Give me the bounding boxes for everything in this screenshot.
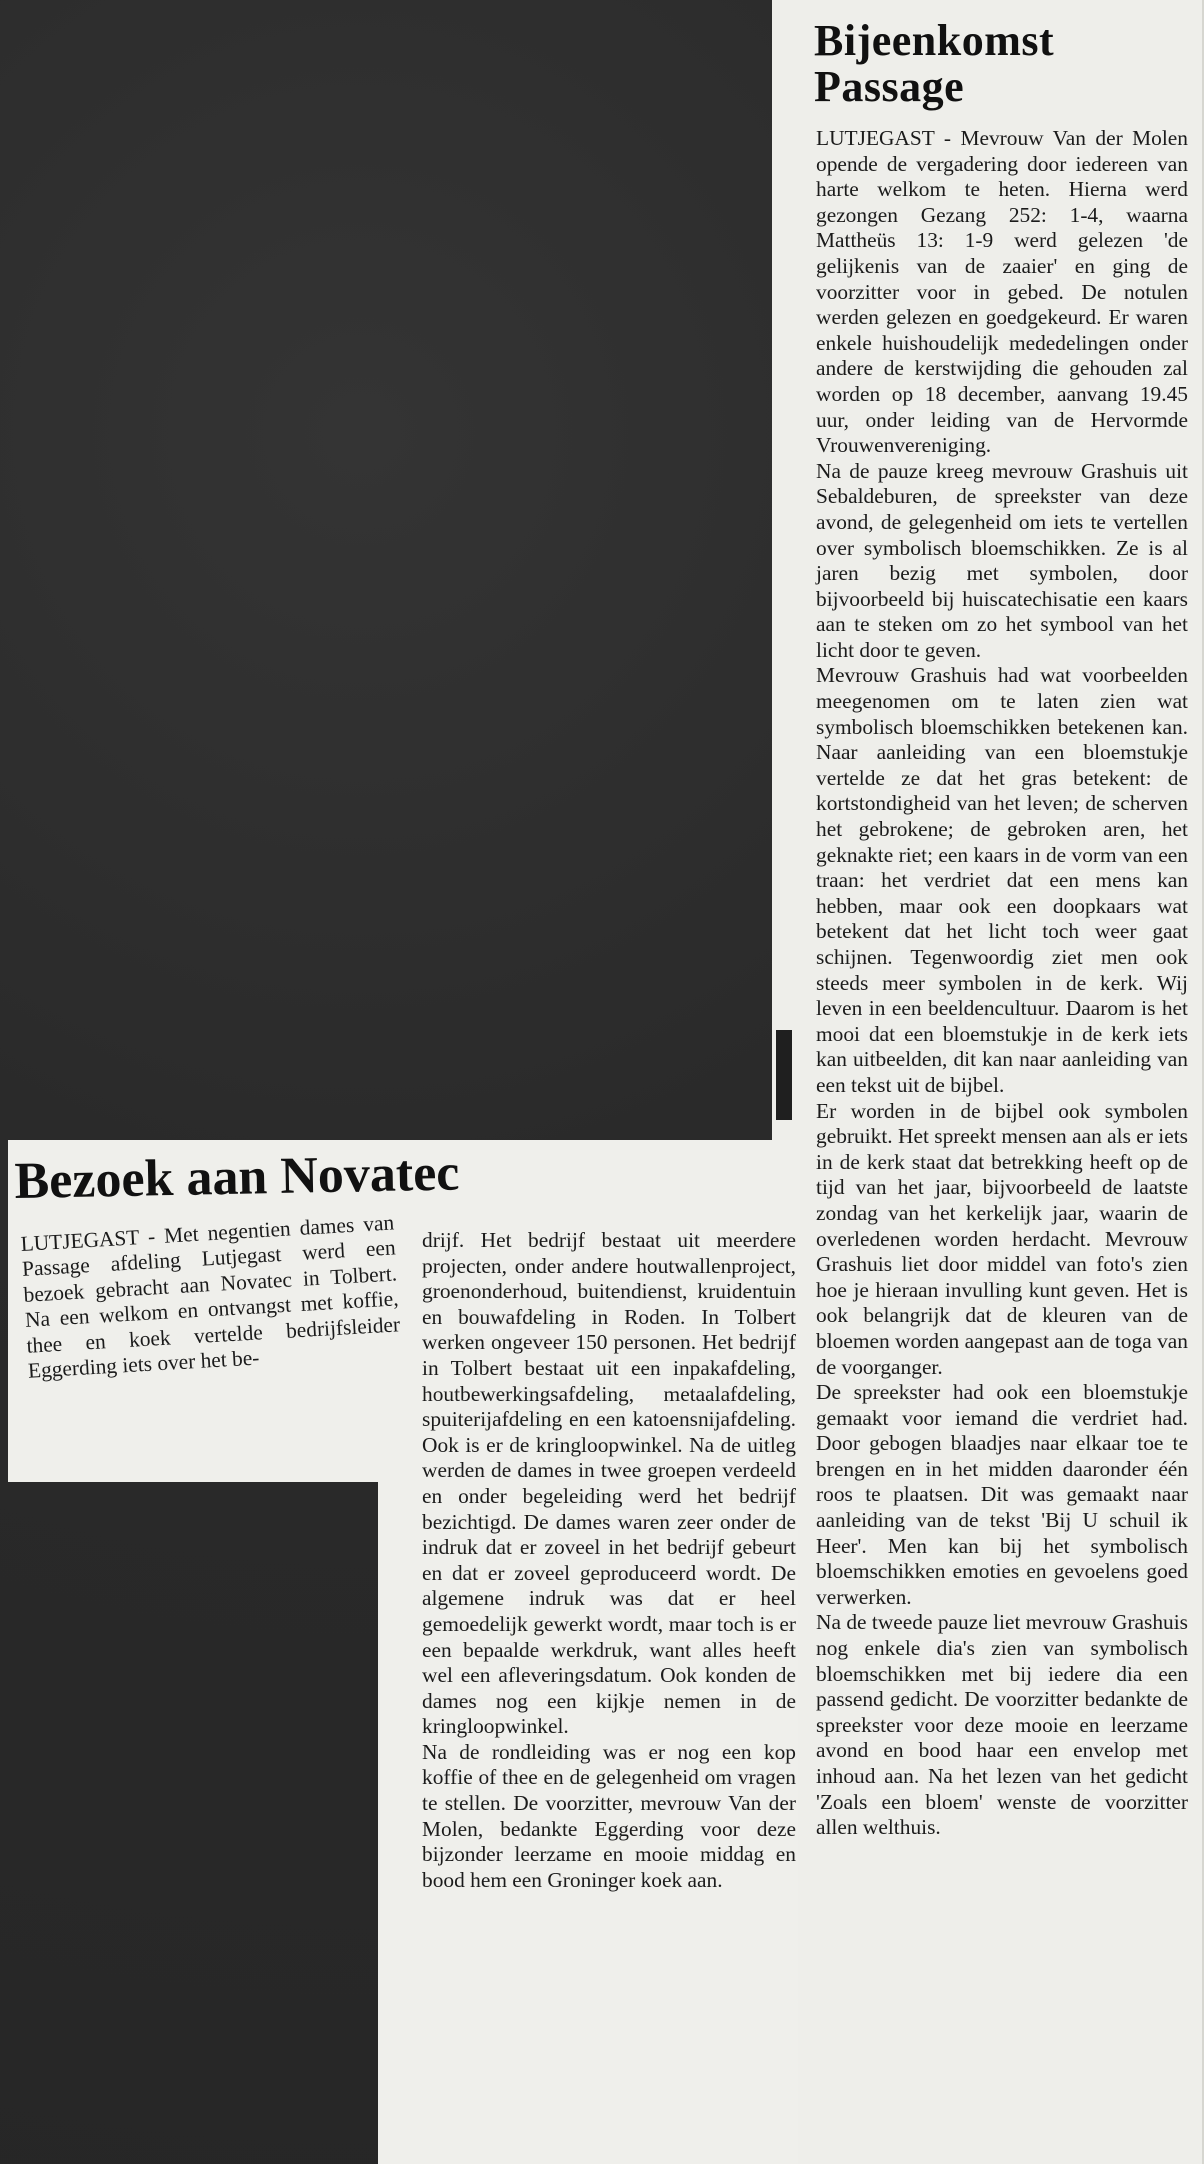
article-column-1: [20, 1210, 402, 1384]
paragraph: LUTJEGAST - Mevrouw Van der Molen opende de vergadering door iedereen van harte welkom te heten. Hierna werd gezongen Gezang 252: 1-4, waarna Mattheüs 13: 1-9 werd gelezen 'de gelijkenis van de zaaier' en ging de voorzitter voor in gebed. De notulen werden gelezen en goedgekeurd. Er waren enkele huishoudelijk mededelingen onder andere de kerstwijding die gehouden zal worden op 18 december, aanvang 19.45 uur, onder leiding van de Hervormde Vrouwenvereniging.: [816, 126, 1188, 458]
article-column-2: [422, 1228, 796, 1893]
article-body-passage: [816, 126, 1188, 1841]
paragraph: Na de tweede pauze liet mevrouw Grashuis nog enkele dia's zien van symbolisch bloemschikken met bij iedere dia een passend gedicht. De voorzitter bedankte de spreekster voor deze mooie en leerzame avond en bood haar een envelop met inhoud aan. Na het lezen van het gedicht 'Zoals een bloem' wenste de voorzitter allen welthuis.: [816, 1610, 1188, 1840]
article-title-novatec: Bezoek aan Novatec: [14, 1144, 460, 1210]
paragraph: LUTJEGAST - Met negentien dames van Passage afdeling Lutjegast werd een bezoek gebracht aan Novatec in Tolbert. Na een welkom en ontvangst met koffie, thee en koek vertelde bedrijfsleider Eggerding iets over het be-: [20, 1210, 401, 1383]
paragraph: Er worden in de bijbel ook symbolen gebruikt. Het spreekt mensen aan als er iets in de kerk staat dat betrekking heeft op de tijd van het jaar, bijvoorbeeld de laatste zondag van het kerkelijk jaar, waarin de overledenen worden herdacht. Mevrouw Grashuis liet door middel van foto's zien hoe je hieraan invulling kunt geven. Het is ook belangrijk dat de kleuren van de bloemen worden aangepast aan de toga van de voorganger.: [816, 1098, 1188, 1379]
paragraph: Mevrouw Grashuis had wat voorbeelden meegenomen om te laten zien wat symbolisch bloemschikken betekenen kan. Naar aanleiding van een bloemstukje vertelde ze dat het gras betekent: de kortstondigheid van het leven; de scherven het gebrokene; de gebroken aren, het geknakte riet; een kaars in de vorm van een traan: het verdriet dat een mens kan hebben, maar ook een doopkaars wat betekent dat het licht toch weer gaat schijnen. Tegenwoordig ziet men ook steeds meer symbolen in de kerk. Wij leven in een beeldencultuur. Daarom is het mooi dat een bloemstukje in de kerk iets kan uitbeelden, dit kan naar aanleiding van een tekst uit de bijbel.: [816, 663, 1188, 1097]
scan-shadow: [776, 1030, 792, 1120]
article-title-passage: Bijeenkomst Passage: [814, 16, 1055, 111]
paragraph: De spreekster had ook een bloemstukje gemaakt voor iemand die verdriet had. Door gebogen blaadjes naar elkaar toe te brengen en in het midden daaronder één roos te plaatsen. Dit was gemaakt naar aanleiding van de tekst 'Bij U schuil ik Heer'. Men kan bij het symbolisch bloemschikken emoties en gevoelens goed verwerken.: [816, 1380, 1188, 1609]
paragraph: drijf. Het bedrijf bestaat uit meerdere projecten, onder andere houtwallenproject, groenonderhoud, buitendienst, kruidentuin en bouwafdeling in Roden. In Tolbert werken ongeveer 150 personen. Het bedrijf in Tolbert bestaat uit een inpakafdeling, houtbewerkingsafdeling, metaalafdeling, spuiterijafdeling en een katoensnijafdeling. Ook is er de kringloopwinkel. Na de uitleg werden de dames in twee groepen verdeeld en onder begeleiding werd het bedrijf bezichtigd. De dames waren zeer onder de indruk dat er zoveel in het bedrijf gebeurt en dat er zoveel geproduceerd wordt. De algemene indruk was dat er heel gemoedelijk gewerkt wordt, maar toch is er een bepaalde werkdruk, want alles heeft wel een afleveringsdatum. Ook konden de dames nog een kijkje nemen in de kringloopwinkel.: [422, 1228, 796, 1739]
paragraph: Na de rondleiding was er nog een kop koffie of thee en de gelegenheid om vragen te stellen. De voorzitter, mevrouw Van der Molen, bedankte Eggerding voor deze bijzonder leerzame en mooie middag en bood hem een Groninger koek aan.: [422, 1739, 796, 1892]
paragraph: Na de pauze kreeg mevrouw Grashuis uit Sebaldeburen, de spreekster van deze avond, de gelegenheid om iets te vertellen over symbolisch bloemschikken. Ze is al jaren bezig met symbolen, door bijvoorbeeld bij huiscatechisatie een kaars aan te steken om zo het symbool van het licht door te geven.: [816, 458, 1188, 662]
